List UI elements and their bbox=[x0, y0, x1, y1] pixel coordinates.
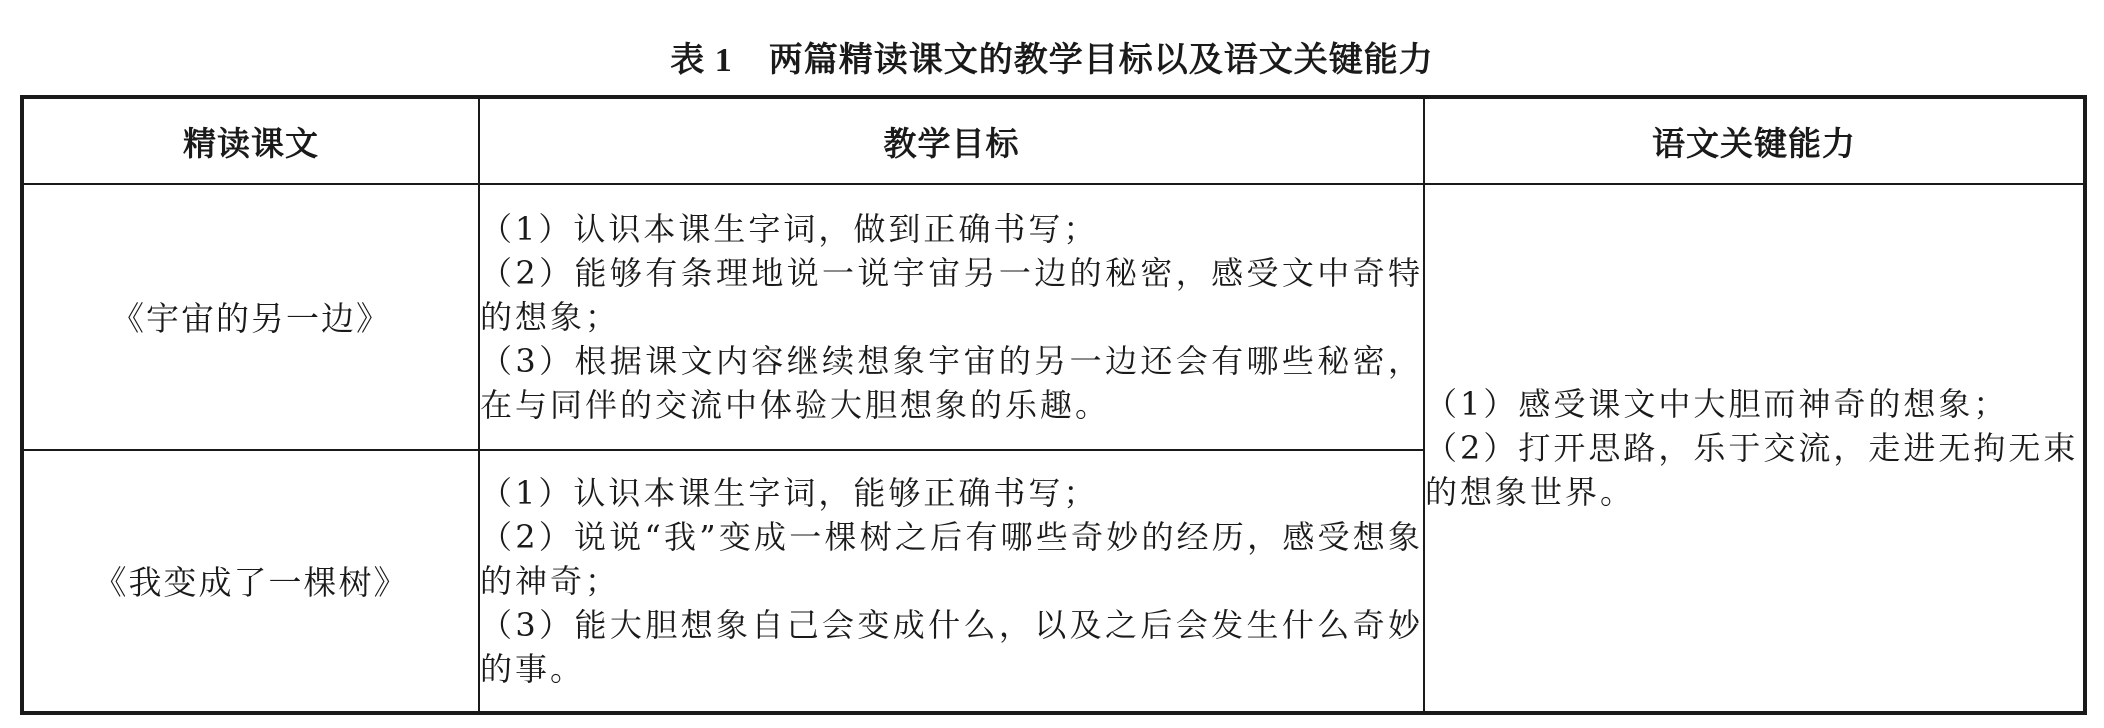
header-goals: 教学目标 bbox=[479, 97, 1424, 184]
ability-item: （1）感受课文中大胆而神奇的想象； bbox=[1425, 385, 2009, 423]
goals-table bbox=[20, 95, 2087, 715]
goals-cell bbox=[479, 450, 1424, 714]
goal-item: （3）能大胆想象自己会变成什么，以及之后会发生什么奇妙的事。 bbox=[480, 605, 1423, 688]
goals-cell bbox=[479, 184, 1424, 450]
table-caption bbox=[0, 36, 2104, 85]
table-title: 两篇精读课文的教学目标以及语文关键能力 bbox=[768, 40, 1434, 80]
table-number: 表 1 bbox=[670, 42, 733, 79]
abilities-cell bbox=[1424, 184, 2085, 713]
goal-item: （1）认识本课生字词，做到正确书写； bbox=[480, 209, 1099, 248]
table-row bbox=[22, 184, 2085, 450]
goal-item: （3）根据课文内容继续想象宇宙的另一边还会有哪些秘密，在与同伴的交流中体验大胆想象的乐趣。 bbox=[480, 341, 1423, 424]
text-title-cell: 《宇宙的另一边》 bbox=[22, 184, 479, 450]
ability-item: （2）打开思路，乐于交流，走进无拘无束的想象世界。 bbox=[1425, 429, 2079, 511]
header-abilities: 语文关键能力 bbox=[1424, 97, 2085, 184]
goal-item: （2）能够有条理地说一说宇宙另一边的秘密，感受文中奇特的想象； bbox=[480, 253, 1423, 336]
header-text: 精读课文 bbox=[22, 97, 479, 184]
goal-item: （1）认识本课生字词，能够正确书写； bbox=[480, 473, 1099, 512]
table-header-row bbox=[22, 97, 2085, 184]
goal-item: （2）说说“我”变成一棵树之后有哪些奇妙的经历，感受想象的神奇； bbox=[480, 517, 1423, 600]
text-title-cell: 《我变成了一棵树》 bbox=[22, 450, 479, 714]
